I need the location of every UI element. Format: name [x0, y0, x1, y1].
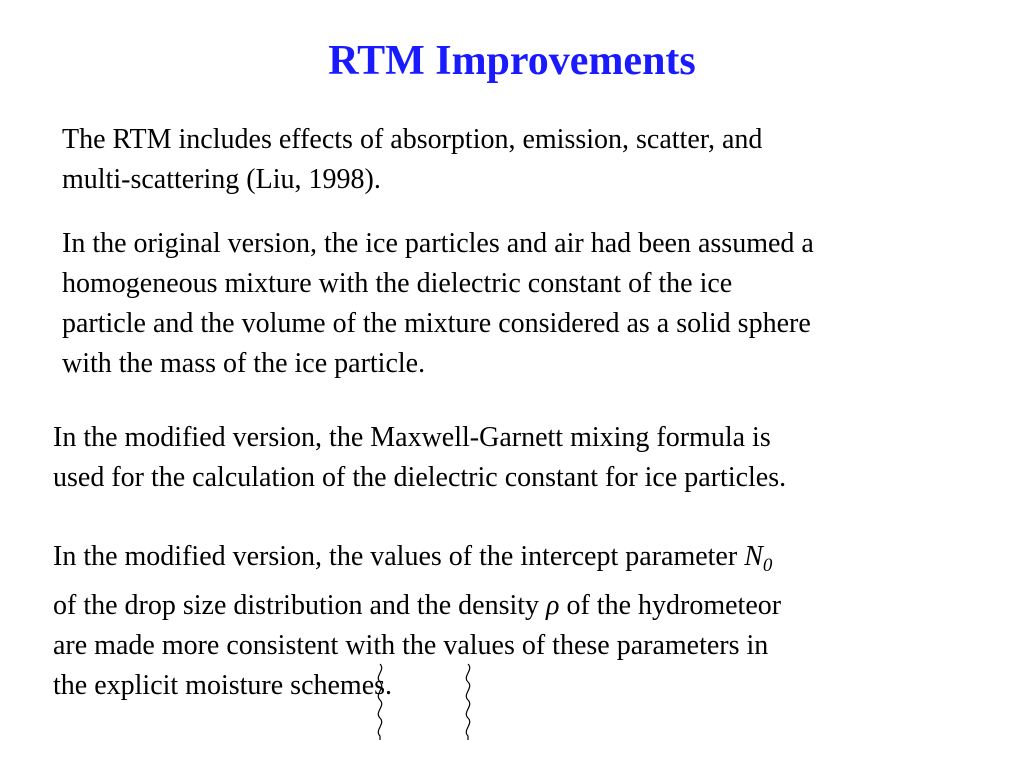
paragraph-maxwell-garnett: [53, 418, 786, 498]
paragraph-rtm-effects: [62, 120, 762, 200]
text-segment: In the modified version, the values of the intercept parameter: [53, 541, 745, 572]
text-line: used for the calculation of the dielectric constant for ice particles.: [53, 462, 787, 493]
symbol-n: N: [744, 541, 763, 572]
text-line: the explicit moisture schemes.: [53, 670, 393, 701]
paragraph-original-version: [62, 224, 814, 384]
text-line: In the modified version, the Maxwell-Garnett mixing formula is: [53, 422, 771, 453]
text-line: particle and the volume of the mixture considered as a solid sphere: [62, 308, 811, 339]
text-line: [53, 537, 781, 586]
text-line: with the mass of the ice particle.: [62, 348, 426, 379]
text-line: are made more consistent with the values of these parameters in: [53, 630, 769, 661]
squiggle-mark-right: [460, 662, 476, 742]
text-line: [53, 586, 781, 626]
symbol-subscript: 0: [762, 555, 773, 576]
symbol-rho: ρ: [546, 590, 560, 621]
text-segment: of the drop size distribution and the density: [53, 590, 547, 621]
text-segment: of the hydrometeor: [559, 590, 782, 621]
text-line: multi-scattering (Liu, 1998).: [62, 164, 381, 195]
text-line: In the original version, the ice particles and air had been assumed a: [62, 228, 814, 259]
text-line: The RTM includes effects of absorption, emission, scatter, and: [62, 124, 763, 155]
slide-title: RTM Improvements: [328, 38, 696, 84]
squiggle-mark-left: [372, 662, 388, 742]
paragraph-intercept-parameter: [53, 537, 781, 706]
text-line: homogeneous mixture with the dielectric constant of the ice: [62, 268, 733, 299]
